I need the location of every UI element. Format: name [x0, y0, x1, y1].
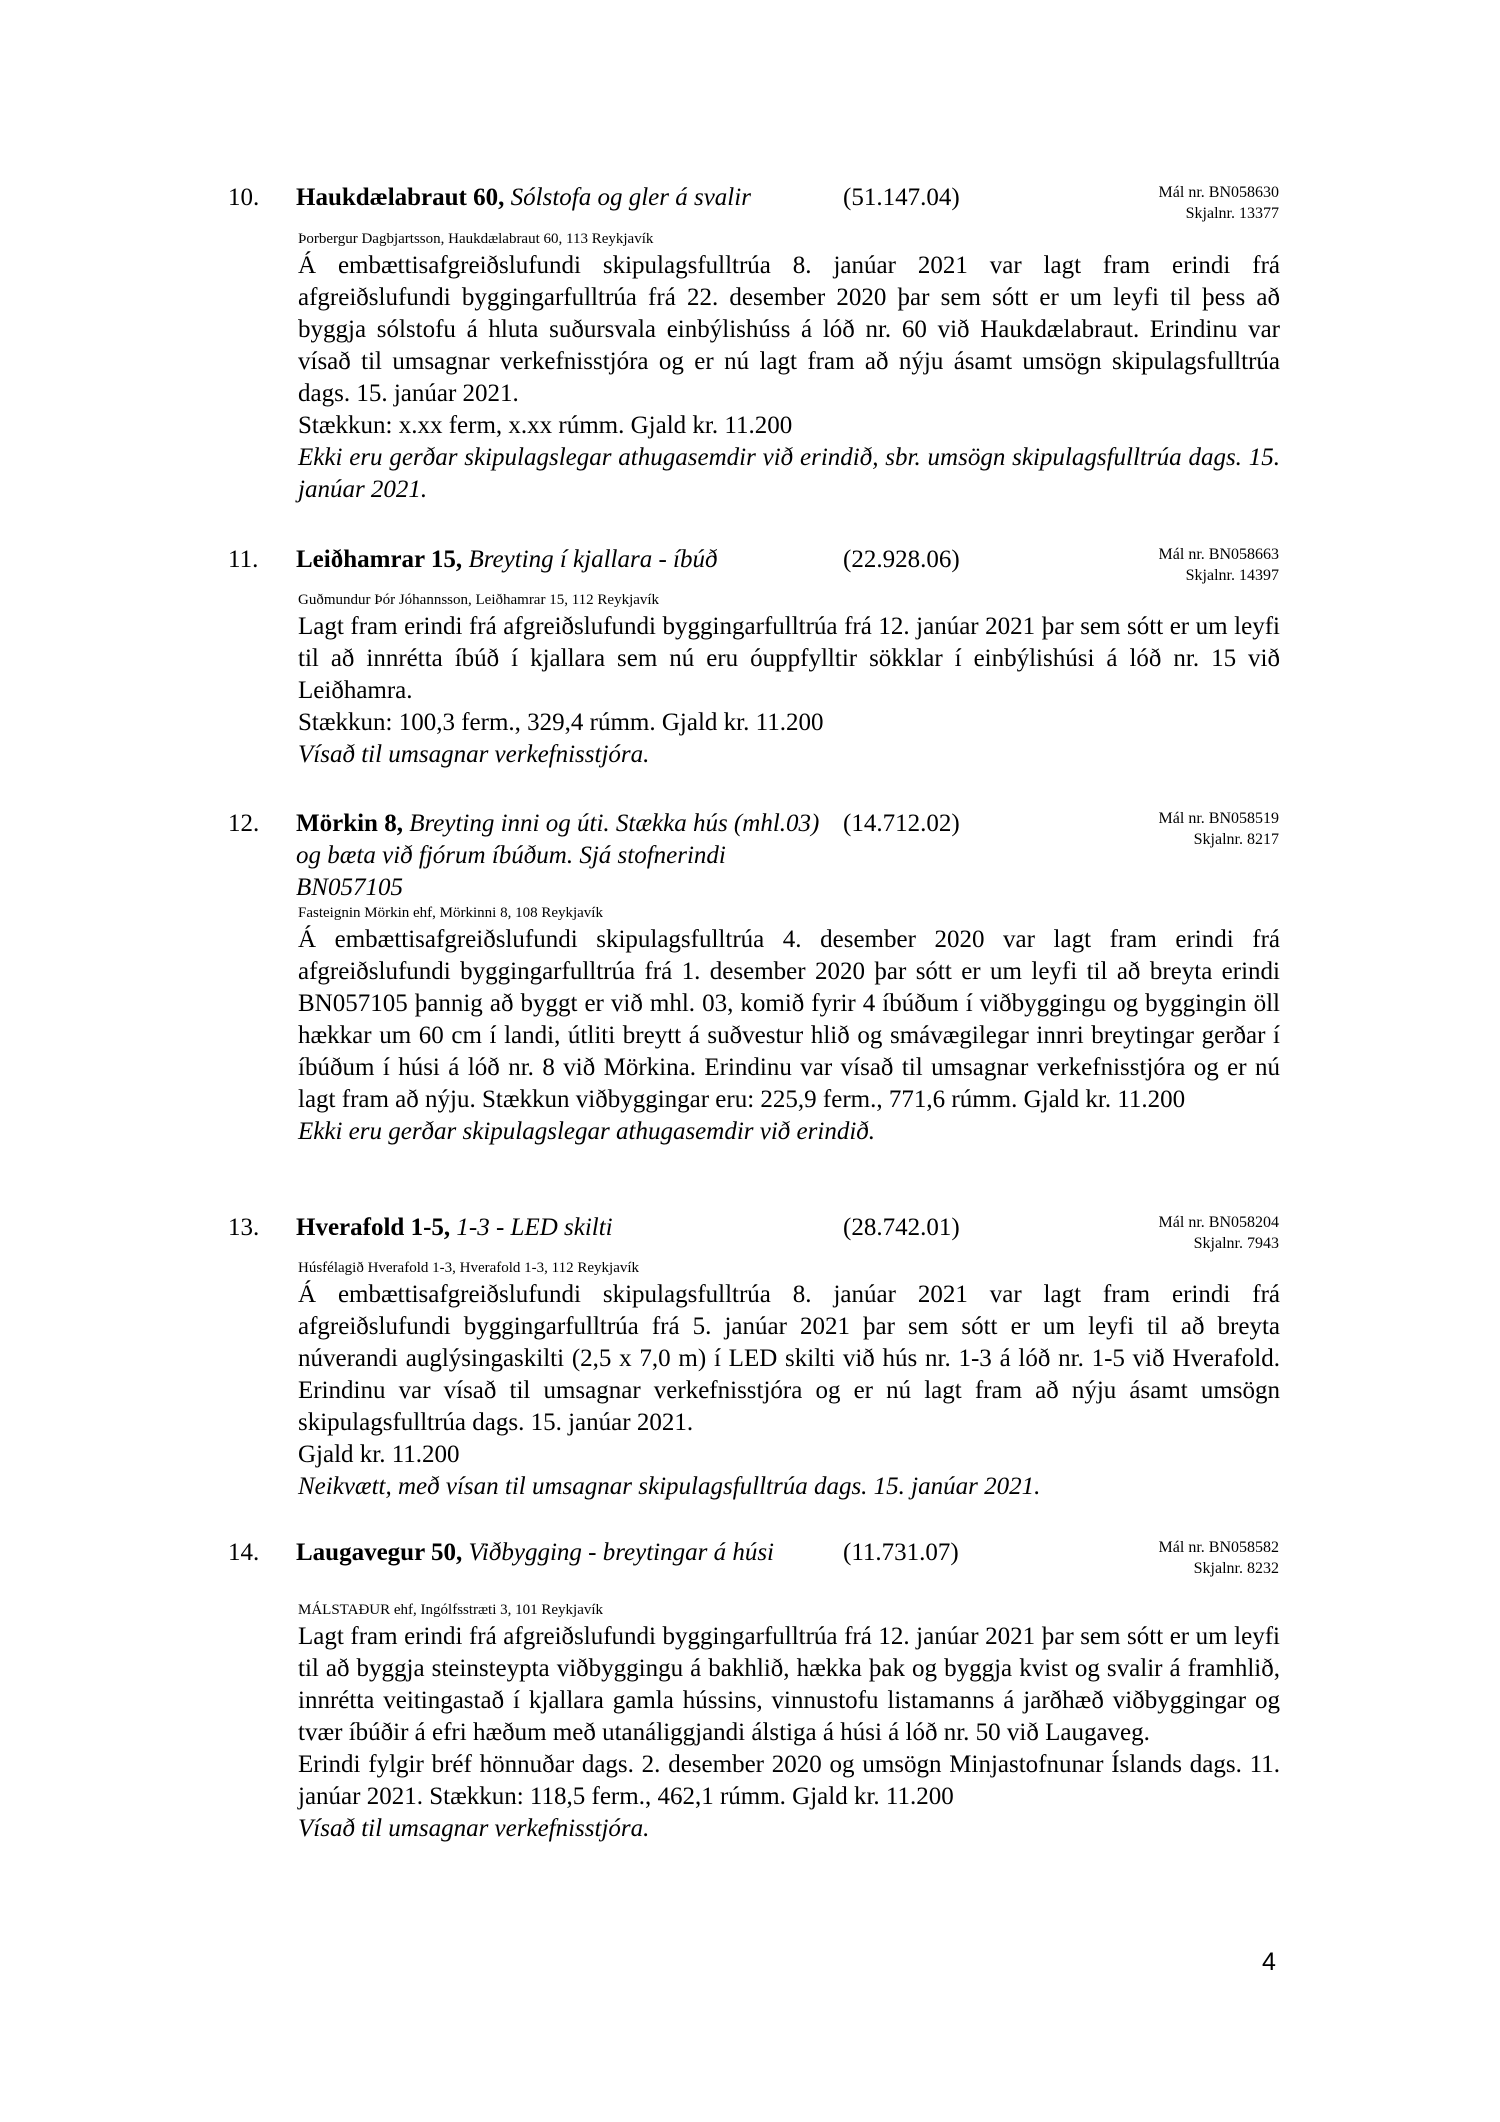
- case-references: [1159, 1537, 1279, 1579]
- land-number: (51.147.04): [843, 184, 960, 211]
- body-paragraph: Á embættisafgreiðslufundi skipulagsfulltrúa 8. janúar 2021 var lagt fram erindi frá afgreiðslufundi byggingarfulltrúa frá 5. janúar 2021 þar sem sótt er um leyfi til að breyta núverandi auglýsingaskilti (2,5 x 7,0 m) í LED skilti við hús nr. 1-3 á lóð nr. 1-5 við Hverafold. Erindinu var vísað til umsagnar verkefnisstjóra og er nú lagt fram að nýju ásamt umsögn skipulagsfulltrúa dags. 15. janúar 2021.: [298, 1281, 1280, 1436]
- case-references: [1159, 1212, 1279, 1254]
- case-number: Mál nr. BN058204: [1158, 1214, 1279, 1231]
- applicant: Húsfélagið Hverafold 1-3, Hverafold 1-3, 112 Reykjavík: [298, 1260, 640, 1276]
- case-number: Mál nr. BN058663: [1158, 546, 1279, 563]
- body-paragraph: Lagt fram erindi frá afgreiðslufundi byggingarfulltrúa frá 12. janúar 2021 þar sem sótt er um leyfi til að innrétta íbúð í kjallara sem nú eru óuppfylltir sökklar í einbýlishúsi á lóð nr. 15 við Leiðhamra.: [298, 613, 1280, 704]
- applicant: Guðmundur Þór Jóhannsson, Leiðhamrar 15, 112 Reykjavík: [298, 592, 660, 608]
- document-number: Skjalnr. 7943: [1193, 1235, 1279, 1252]
- body-paragraph: Á embættisafgreiðslufundi skipulagsfulltrúa 8. janúar 2021 var lagt fram erindi frá afgreiðslufundi byggingarfulltrúa frá 22. desember 2020 þar sem sótt er um leyfi til þess að byggja sólstofu á hluta suðursvala einbýlishúss á lóð nr. 60 við Haukdælabraut. Erindinu var vísað til umsagnar verkefnisstjóra og er nú lagt fram að nýju ásamt umsögn skipulagsfulltrúa dags. 15. janúar 2021.: [298, 252, 1280, 407]
- item-number: 13.: [228, 1214, 260, 1241]
- item-description: Breyting í kjallara - íbúð: [468, 546, 718, 573]
- item-conclusion: Ekki eru gerðar skipulagslegar athugasemdir við erindið.: [298, 1118, 876, 1145]
- item-number: 14.: [228, 1539, 260, 1566]
- document-number: Skjalnr. 8232: [1193, 1560, 1279, 1577]
- applicant: Fasteignin Mörkin ehf, Mörkinni 8, 108 Reykjavík: [298, 905, 603, 921]
- item-title: [296, 808, 836, 904]
- item-number: 11.: [228, 546, 259, 573]
- body-paragraph: Stækkun: x.xx ferm, x.xx rúmm. Gjald kr. 11.200: [298, 412, 793, 439]
- document-number: Skjalnr. 14397: [1185, 567, 1279, 584]
- item-title: [296, 1537, 836, 1569]
- item-body: [298, 250, 1280, 506]
- item-description: Sólstofa og gler á svalir: [510, 184, 751, 211]
- case-number: Mál nr. BN058519: [1158, 810, 1279, 827]
- item-address: Haukdælabraut 60,: [296, 184, 505, 211]
- item-conclusion: Vísað til umsagnar verkefnisstjóra.: [298, 1815, 650, 1842]
- item-number: 12.: [228, 810, 260, 837]
- case-number: Mál nr. BN058630: [1158, 184, 1279, 201]
- item-body: [298, 1279, 1280, 1503]
- case-references: [1159, 182, 1279, 224]
- item-description: 1-3 - LED skilti: [456, 1214, 613, 1241]
- case-number: Mál nr. BN058582: [1158, 1539, 1279, 1556]
- land-number: (22.928.06): [843, 546, 960, 573]
- land-number: (11.731.07): [843, 1539, 959, 1566]
- item-description: Breyting inni og úti. Stækka hús (mhl.03) og bæta við fjórum íbúðum. Sjá stofnerindi BN057105: [296, 810, 820, 901]
- body-paragraph: Lagt fram erindi frá afgreiðslufundi byggingarfulltrúa frá 12. janúar 2021 þar sem sótt er um leyfi til að byggja steinsteypta viðbyggingu á bakhlið, hækka þak og byggja kvist og svalir á framhlið, innrétta veitingastað í kjallara gamla hússins, vinnustofu listamanns á jarðhæð viðbyggingar og tvær íbúðir á efri hæðum með utanáliggjandi álstiga á húsi á lóð nr. 50 við Laugaveg.: [298, 1623, 1280, 1746]
- case-references: [1159, 544, 1279, 586]
- item-number: 10.: [228, 184, 260, 211]
- item-conclusion: Neikvætt, með vísan til umsagnar skipulagsfulltrúa dags. 15. janúar 2021.: [298, 1473, 1041, 1500]
- item-conclusion: Vísað til umsagnar verkefnisstjóra.: [298, 741, 650, 768]
- page-number: 4: [1262, 1948, 1276, 1976]
- item-title: [296, 544, 717, 576]
- item-body: [298, 1621, 1280, 1845]
- body-paragraph: Á embættisafgreiðslufundi skipulagsfulltrúa 4. desember 2020 var lagt fram erindi frá afgreiðslufundi byggingarfulltrúa frá 1. desember 2020 þar sótt er um leyfi til að breyta erindi BN057105 þannig að byggt er við mhl. 03, komið fyrir 4 íbúðum í viðbyggingu og byggingin öll hækkar um 60 cm í landi, útliti breytt á suðvestur hlið og smávægilegar innri breytingar gerðar í íbúðum í húsi á lóð nr. 8 við Mörkina. Erindinu var vísað til umsagnar verkefnisstjóra og er nú lagt fram að nýju. Stækkun viðbyggingar eru: 225,9 ferm., 771,6 rúmm. Gjald kr. 11.200: [298, 926, 1280, 1113]
- item-address: Laugavegur 50,: [296, 1539, 463, 1566]
- item-description: Viðbygging - breytingar á húsi: [468, 1539, 775, 1566]
- item-title: [296, 182, 751, 214]
- document-number: Skjalnr. 13377: [1185, 205, 1279, 222]
- item-address: Hverafold 1-5,: [296, 1214, 451, 1241]
- body-paragraph: Gjald kr. 11.200: [298, 1441, 460, 1468]
- document-number: Skjalnr. 8217: [1193, 831, 1279, 848]
- item-address: Leiðhamrar 15,: [296, 546, 463, 573]
- land-number: (28.742.01): [843, 1214, 960, 1241]
- item-body: [298, 611, 1280, 771]
- item-body: [298, 924, 1280, 1148]
- body-paragraph: Erindi fylgir bréf hönnuðar dags. 2. desember 2020 og umsögn Minjastofnunar Íslands dags. 11. janúar 2021. Stækkun: 118,5 ferm., 462,1 rúmm. Gjald kr. 11.200: [298, 1751, 1280, 1810]
- applicant: Þorbergur Dagbjartsson, Haukdælabraut 60, 113 Reykjavík: [298, 231, 654, 247]
- land-number: (14.712.02): [843, 810, 960, 837]
- body-paragraph: Stækkun: 100,3 ferm., 329,4 rúmm. Gjald kr. 11.200: [298, 709, 824, 736]
- applicant: MÁLSTAÐUR ehf, Ingólfsstræti 3, 101 Reykjavík: [298, 1602, 604, 1618]
- case-references: [1159, 808, 1279, 850]
- item-conclusion: Ekki eru gerðar skipulagslegar athugasemdir við erindið, sbr. umsögn skipulagsfulltrúa dags. 15. janúar 2021.: [298, 444, 1280, 503]
- item-title: [296, 1212, 613, 1244]
- item-address: Mörkin 8,: [296, 810, 403, 837]
